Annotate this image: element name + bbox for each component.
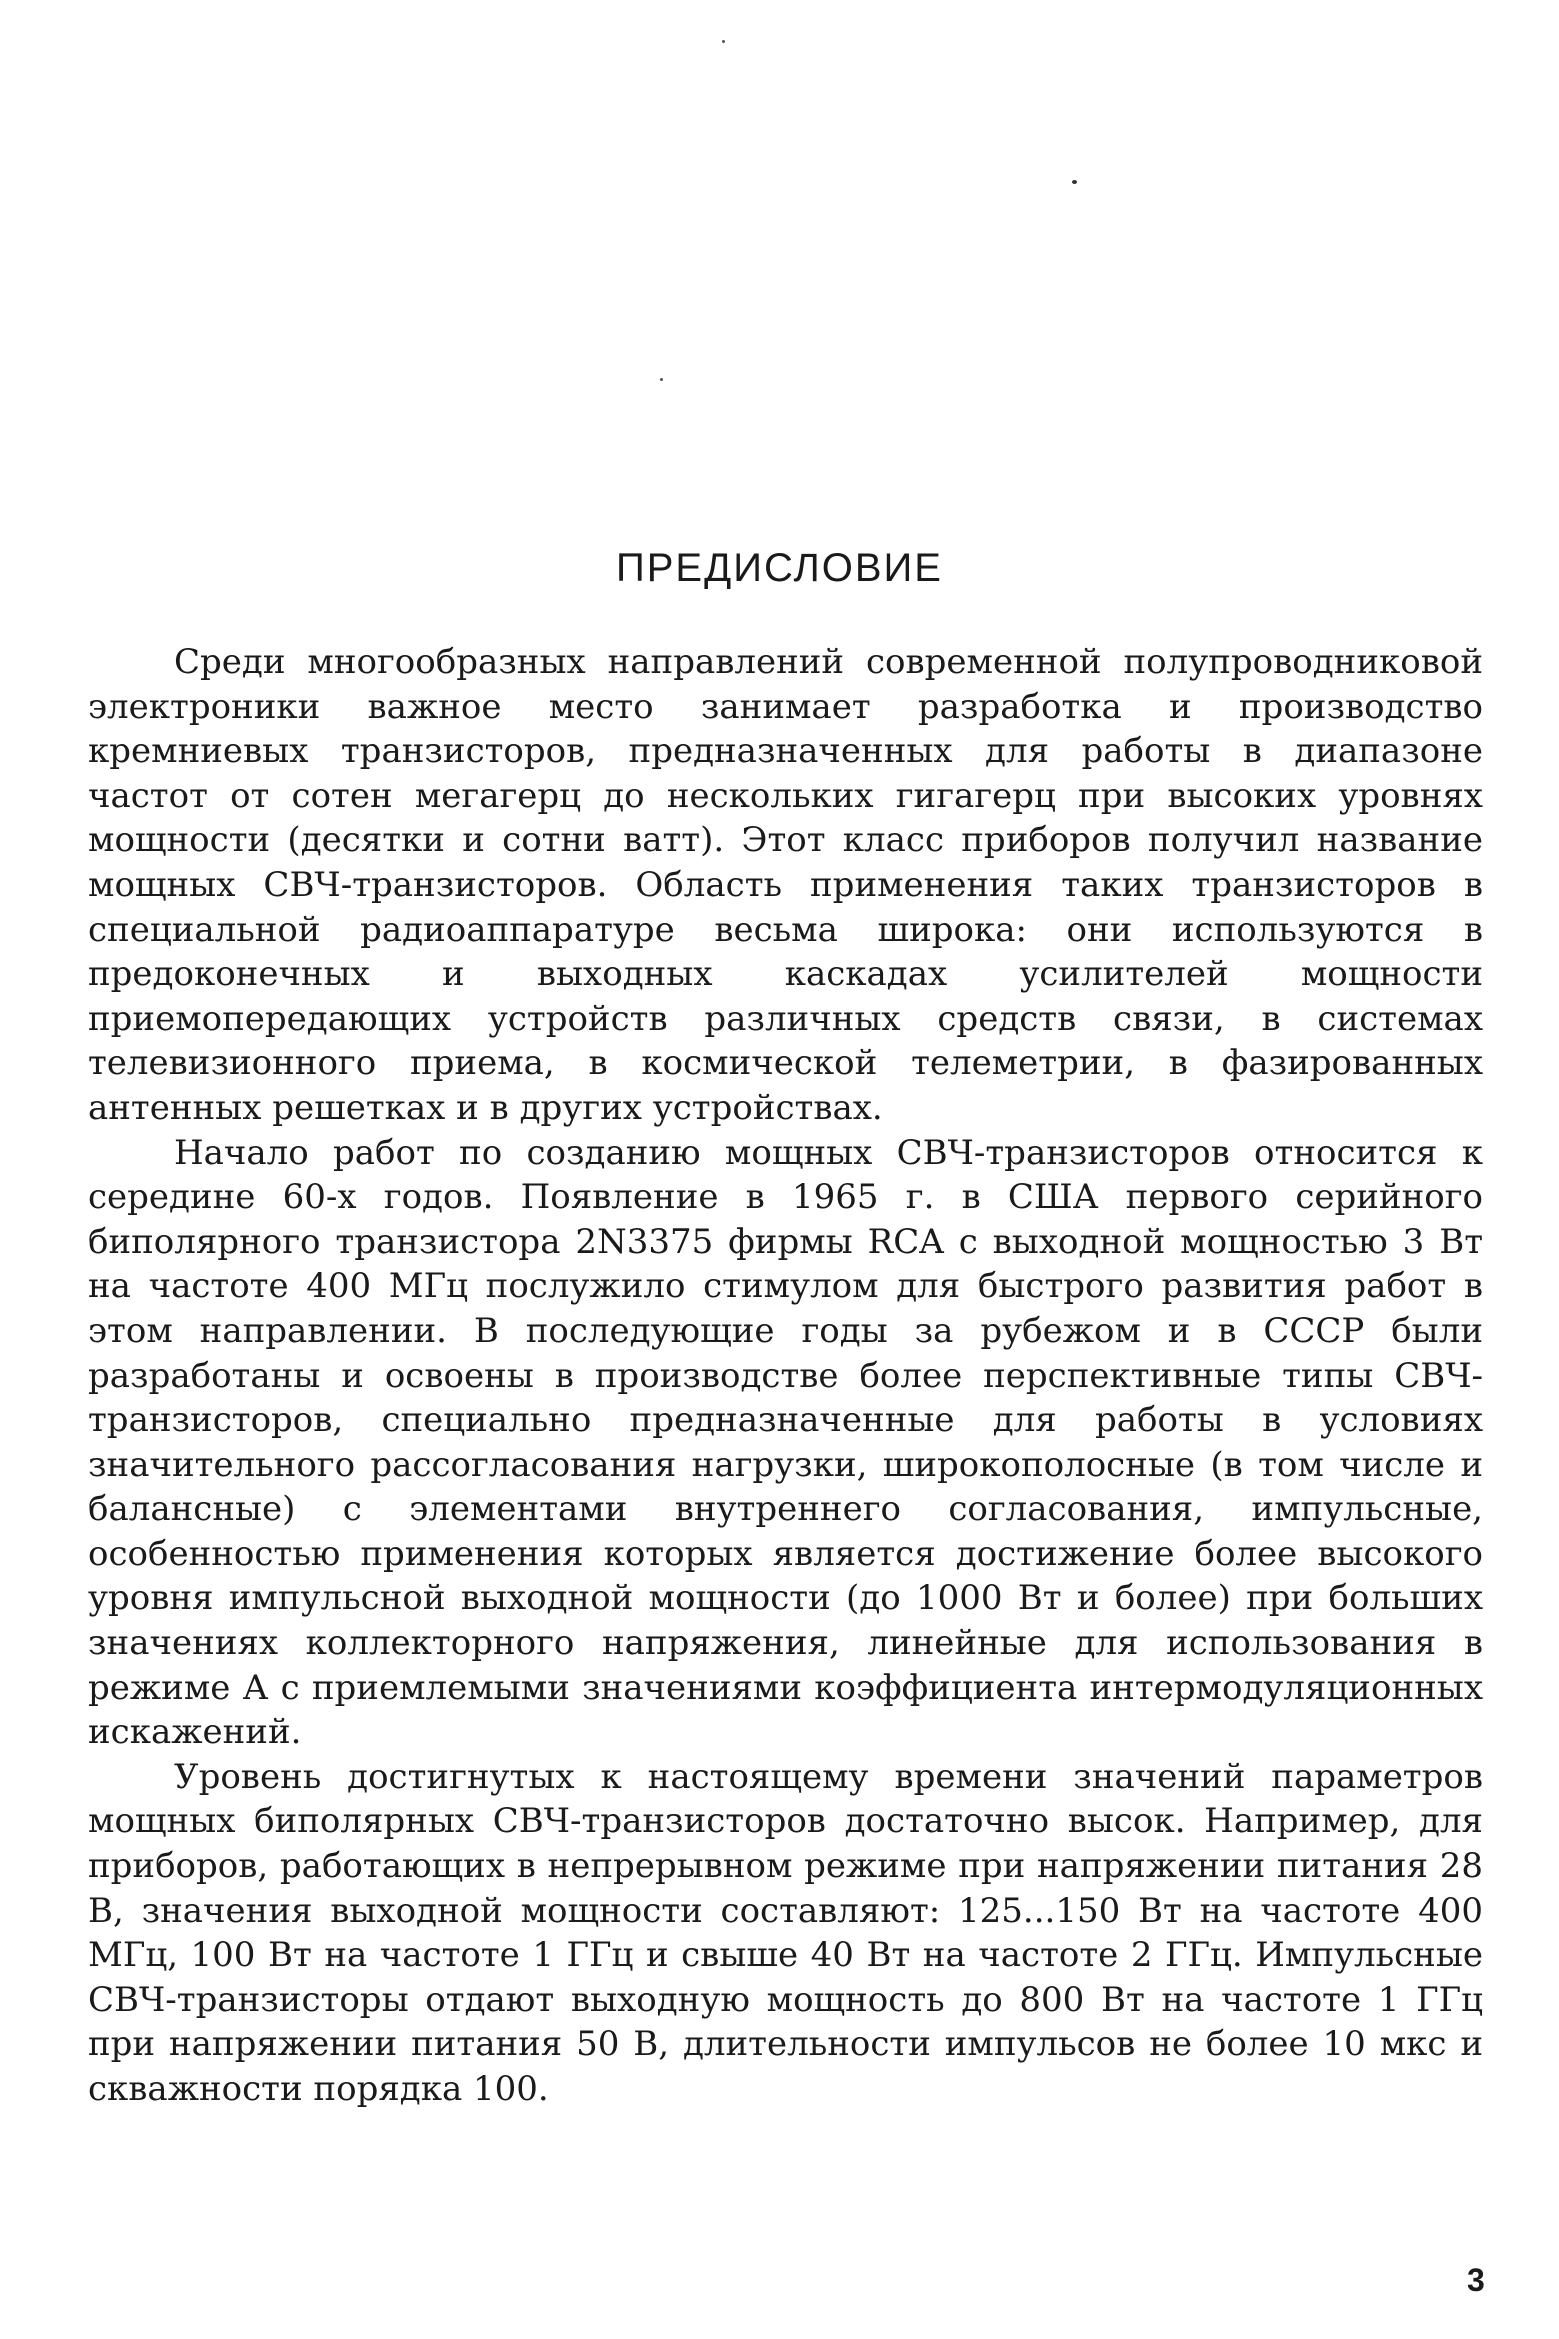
scan-speck — [660, 378, 663, 381]
paragraph-3: Уровень достигнутых к настоящему времени значений параметров мощных биполярных СВЧ-транзисторов достаточно высок. Например, для приборов, работающих в непрерывном режиме при напряжении питания 28 В, значения выходной мощности составляют: 125...150 Вт на частоте 400 МГц, 100 Вт на частоте 1 ГГц и свыше 40 Вт на частоте 2 ГГц. Импульсные СВЧ-транзисторы отдают выходную мощность до 800 Вт на частоте 1 ГГц при напряжении питания 50 В, длительности импульсов не более 10 мкс и скважности порядка 100. — [88, 1756, 1483, 2109]
body-text — [88, 640, 1483, 2112]
page-heading: ПРЕДИСЛОВИЕ — [616, 546, 943, 590]
paragraph-2: Начало работ по созданию мощных СВЧ-транзисторов относится к середине 60-х годов. Появление в 1965 г. в США первого серийного биполярного транзистора 2N3375 фирмы RCA с выходной мощностью 3 Вт на частоте 400 МГц послужило стимулом для быстрого развития работ в этом направлении. В последующие годы за рубежом и в СССР были разработаны и освоены в производстве более перспективные типы СВЧ-транзисторов, специально предназначенные для работы в условиях значительного рассогласования нагрузки, широкополосные (в том числе и балансные) с элементами внутреннего согласования, импульсные, особенностью применения которых является достижение более высокого уровня импульсной выходной мощности (до 1000 Вт и более) при больших значениях коллекторного напряжения, линейные для использования в режиме А с приемлемыми значениями коэффициента интермодуляционных искажений. — [88, 1132, 1483, 1753]
scan-speck — [722, 40, 725, 43]
scan-speck — [1072, 180, 1077, 184]
page-number: 3 — [1467, 2262, 1485, 2298]
paragraph-1: Среди многообразных направлений современной полупроводниковой электроники важное место занимает разработка и производство кремниевых транзисторов, предназначенных для работы в диапазоне частот от сотен мегагерц до нескольких гигагерц при высоких уровнях мощности (десятки и сотни ватт). Этот класс приборов получил название мощных СВЧ-транзисторов. Область применения таких транзисторов в специальной радиоаппаратуре весьма широка: они используются в предоконечных и выходных каскадах усилителей мощности приемопередающих устройств различных средств связи, в системах телевизионного приема, в космической телеметрии, в фазированных антенных решетках и в других устройствах. — [88, 642, 1483, 1128]
